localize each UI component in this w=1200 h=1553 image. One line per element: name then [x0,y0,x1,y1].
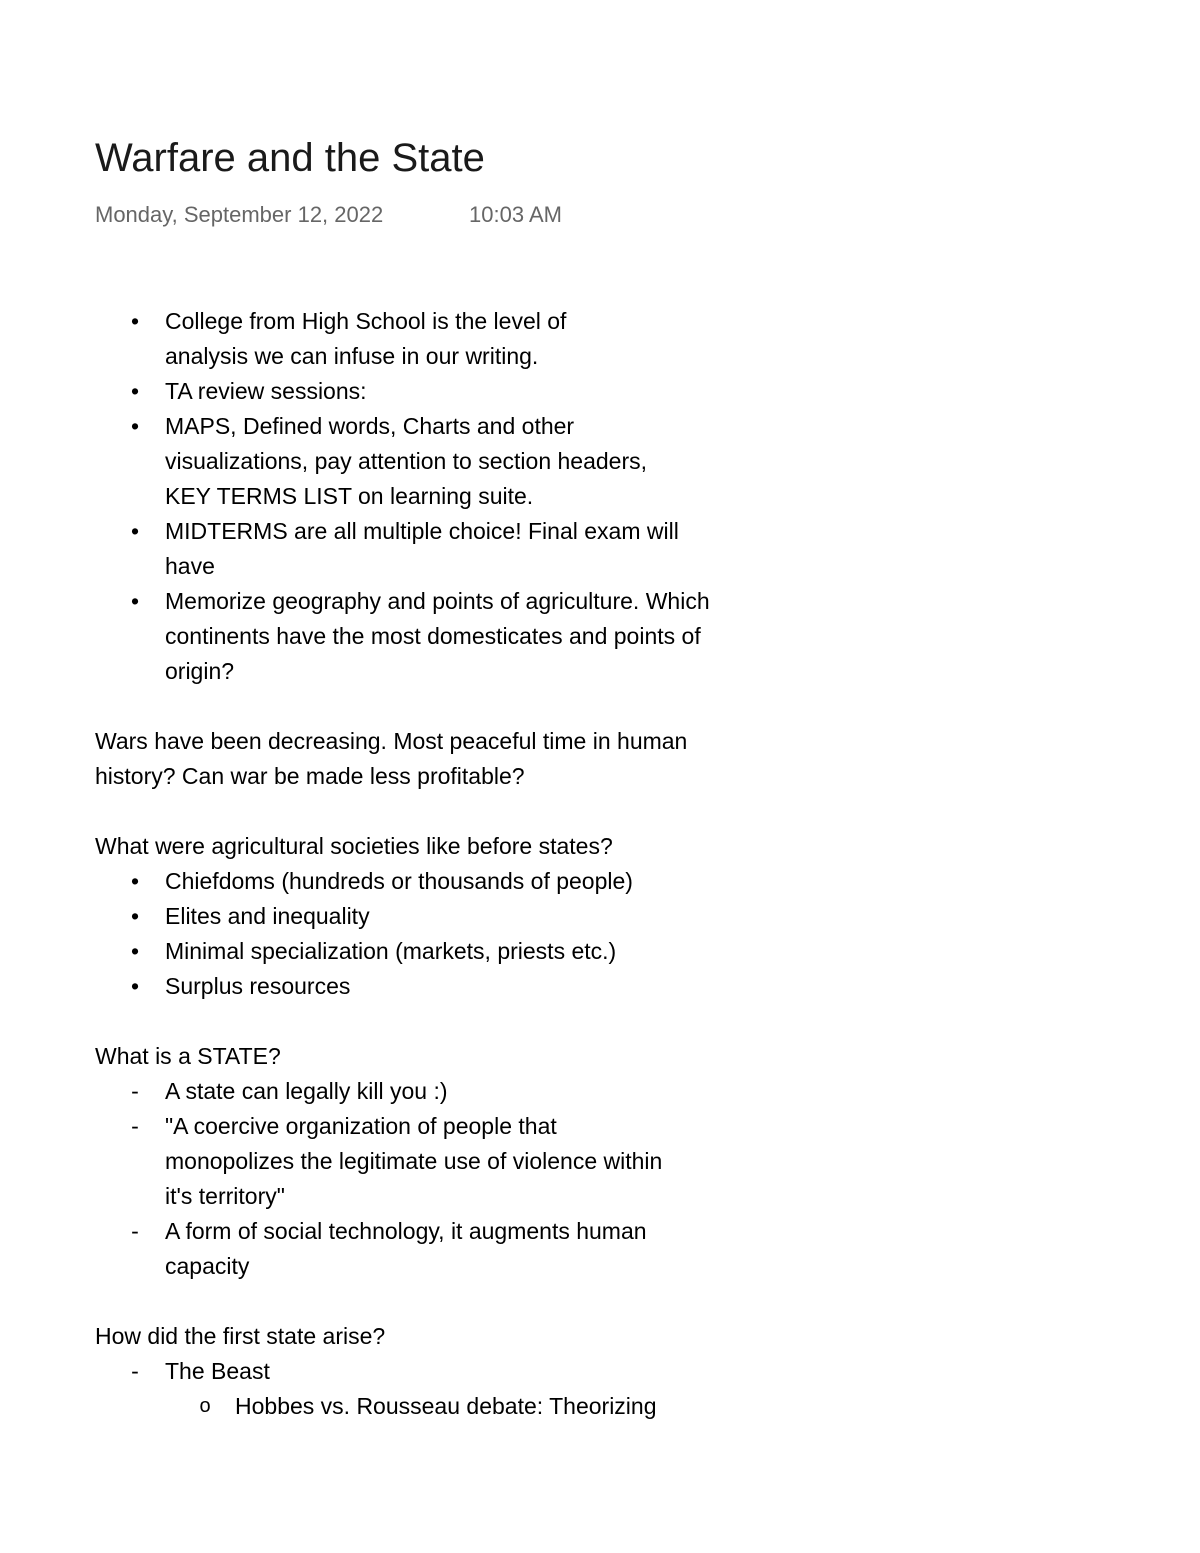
list-item [95,374,775,409]
list-item [95,304,775,374]
list-item [95,1354,775,1424]
list-item [95,514,775,584]
list-item [95,409,775,514]
list-item-text: Chiefdoms (hundreds or thousands of people) [165,868,633,894]
bullet-marker: • [130,938,140,964]
list-item [95,1109,775,1214]
dash-marker: - [131,1358,139,1384]
bullet-marker: • [130,378,140,404]
sub-list-item-text: Hobbes vs. Rousseau debate: Theorizing [235,1393,657,1419]
list-item [95,899,775,934]
agricultural-bullet-list [95,864,775,1004]
note-body [95,304,775,1424]
bullet-marker: • [130,973,140,999]
note-date: Monday, September 12, 2022 [95,202,384,227]
list-item [95,584,775,689]
first-state-dash-list [95,1354,775,1424]
list-item [95,1214,775,1284]
dash-marker: - [131,1218,139,1244]
list-item-text: Memorize geography and points of agriculture. Which continents have the most domesticates and points of origin? [165,588,710,684]
agricultural-heading: What were agricultural societies like before states? [95,833,613,859]
list-item-text: A state can legally kill you :) [165,1078,448,1104]
list-item [95,864,775,899]
dash-marker: - [131,1113,139,1139]
list-item-text: Minimal specialization (markets, priests etc.) [165,938,617,964]
wars-paragraph: Wars have been decreasing. Most peaceful time in human history? Can war be made less profitable? [95,728,688,789]
bullet-marker: • [130,518,140,544]
bullet-marker: • [130,588,140,614]
list-item-text: MIDTERMS are all multiple choice! Final exam will have [165,518,679,579]
page-title: Warfare and the State [95,136,485,180]
note-time: 10:03 AM [469,202,562,227]
note-metadata [95,200,775,230]
bullet-marker: • [130,308,140,334]
note-page [95,130,775,1424]
first-state-sub-list [165,1389,775,1424]
sub-list-item [165,1389,775,1424]
state-dash-list [95,1074,775,1284]
list-item-text: Elites and inequality [165,903,370,929]
bullet-marker: • [130,413,140,439]
list-item-text: Surplus resources [165,973,351,999]
list-item-text: MAPS, Defined words, Charts and other visualizations, pay attention to section headers, KEY TERMS LIST on learning suite. [165,413,648,509]
state-heading: What is a STATE? [95,1043,281,1069]
dash-marker: - [131,1078,139,1104]
list-item [95,934,775,969]
list-item-text: "A coercive organization of people that monopolizes the legitimate use of violence within it's territory" [165,1113,663,1209]
list-item-text: A form of social technology, it augments human capacity [165,1218,647,1279]
list-item-text: TA review sessions: [165,378,367,404]
list-item-text: The Beast [165,1358,270,1384]
list-item [95,969,775,1004]
bullet-marker: • [130,903,140,929]
list-item-text: College from High School is the level of analysis we can infuse in our writing. [165,308,567,369]
first-state-heading: How did the first state arise? [95,1323,386,1349]
circle-marker: o [199,1395,211,1417]
bullet-marker: • [130,868,140,894]
list-item [95,1074,775,1109]
review-bullet-list [95,304,775,689]
